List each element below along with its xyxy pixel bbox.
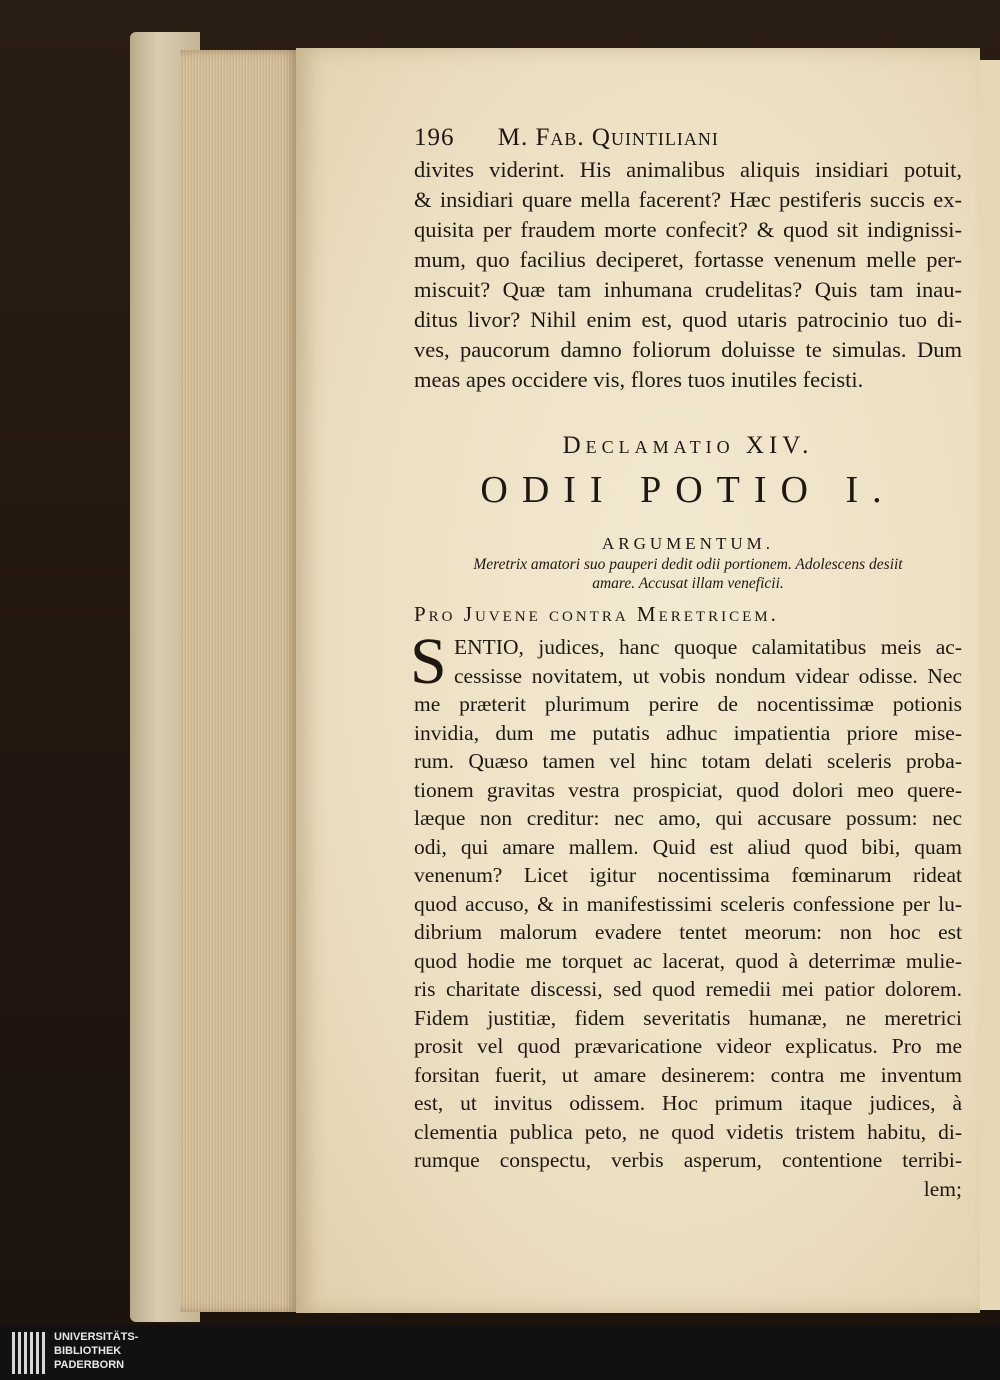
argument-line: amare. Accusat illam veneficii. (592, 575, 784, 592)
logo-line: BIBLIOTHEK (54, 1345, 122, 1357)
text-line: & insidiari quare mella facerent? Hæc pestiferis succis ex- (414, 187, 962, 212)
logo-line: UNIVERSITÄTS- (54, 1331, 139, 1343)
text-line: læque non creditur: nec amo, qui accusare possum: nec (414, 806, 962, 830)
text-line: venenum? Licet igitur nocentissima fœminarum rideat (414, 863, 962, 887)
text-line: quisita per fraudem morte confecit? & quod sit indignissi- (414, 217, 962, 242)
text-line: invidia, dum me putatis adhuc impatientia priore mise- (414, 720, 962, 745)
text-line: tionem gravitas vestra prospiciat, quod dolori meo quere- (414, 777, 962, 802)
text-line: rum. Quæso tamen vel hinc totam delati sceleris proba- (414, 749, 962, 773)
drop-capital: S (410, 625, 447, 698)
text-line: ENTIO, judices, hanc quoque calamitatibus meis ac- (454, 635, 962, 659)
page-number: 196 (414, 124, 455, 151)
text-line: mum, quo facilius deciperet, fortasse venenum melle per- (414, 247, 962, 272)
text-line: ditus livor? Nihil enim est, quod utaris patrocinio tuo di- (414, 307, 962, 332)
text-line: rumque conspectu, verbis asperum, contentione terribi- (414, 1148, 962, 1172)
body-text (410, 625, 962, 1203)
text-line: dibrium malorum evadere tentet meorum: non hoc est (414, 920, 962, 944)
text-line: cessisse novitatem, ut vobis nondum videar odisse. Nec (454, 663, 962, 688)
running-title: M. Fab. Quintiliani (497, 124, 719, 151)
text-line: quod accuso, & in manifestissimi sceleris confessione per lu- (414, 891, 962, 916)
declamation-title: ODII POTIO I. (480, 469, 896, 511)
text-line: forsitan fuerit, ut amare desinerem: contra me inventum (414, 1062, 962, 1087)
logo-line: PADERBORN (54, 1359, 125, 1371)
text-block (410, 121, 962, 1203)
text-line: quod hodie me torquet ac lacerat, quod à deterrimæ mulie- (414, 948, 962, 973)
text-line: meas apes occidere vis, flores tuos inutiles fecisti. (414, 367, 864, 392)
subheading: Pro Juvene contra Meretricem. (414, 602, 779, 626)
page-edges (180, 50, 298, 1312)
text-line: ves, paucorum damno foliorum doluisse te simulas. Dum (414, 337, 962, 362)
text-line: divites viderint. His animalibus aliquis insidiari potuit, (414, 157, 962, 182)
text-line: me præterit plurimum perire de nocentissimæ potionis (414, 692, 962, 716)
text-line: miscuit? Quæ tam inhumana crudelitas? Quis tam inau- (414, 277, 962, 302)
argument-line: Meretrix amatori suo pauperi dedit odii portionem. Adolescens desiit (473, 556, 903, 573)
page (296, 48, 980, 1313)
text-line: est, ut invitus odissem. Hoc primum itaque judices, à (414, 1091, 962, 1115)
text-line: Fidem justitiæ, fidem severitatis humanæ, ne meretrici (414, 1005, 962, 1030)
text-line: clementia publica peto, ne quod videtis tristem habitu, di- (414, 1119, 962, 1144)
text-line: ris charitate discessi, sed quod remedii mei patior dolorem. (414, 977, 962, 1001)
catchword: lem; (923, 1176, 962, 1201)
running-head (414, 121, 962, 155)
preceding-text (414, 155, 962, 395)
declamatio-heading: Declamatio XIV. (562, 432, 814, 459)
text-line: prosit vel quod prævaricatione videor explicatus. Pro me (414, 1034, 962, 1058)
library-logo-text (54, 1330, 138, 1372)
text-line: odi, qui amare mallem. Quid est aliud quod bibi, quam (414, 834, 962, 859)
argumentum-heading: ARGUMENTUM. (602, 534, 774, 553)
library-footer (0, 1325, 1000, 1380)
library-logo-icon (12, 1332, 48, 1374)
